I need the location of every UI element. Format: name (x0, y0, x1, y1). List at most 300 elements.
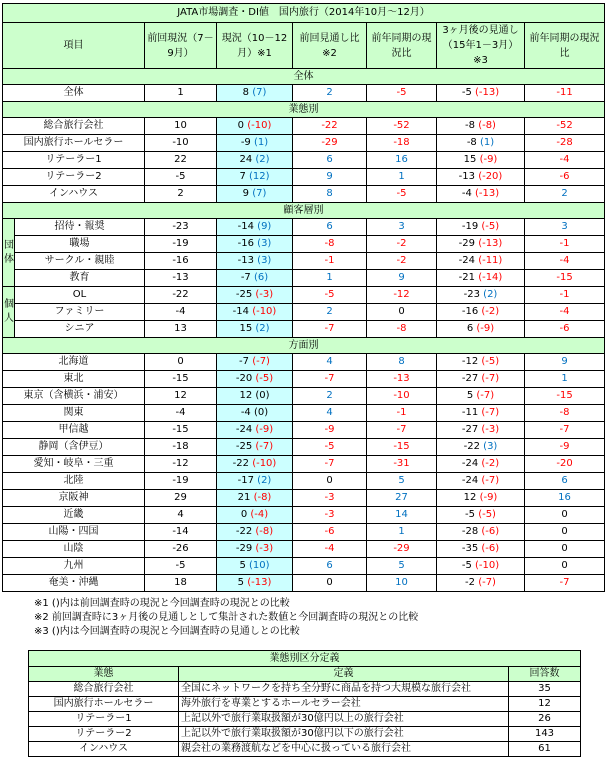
outlook-cell (437, 118, 525, 135)
vs-forecast-cell: 2 (293, 85, 367, 102)
current-value: -7 (240, 272, 251, 283)
outlook-cell (437, 388, 525, 405)
prev-current-cell: -5 (145, 169, 217, 186)
table-row (3, 456, 605, 473)
outlook-yoy-cell: -52 (525, 118, 605, 135)
row-label: 招待・報奨 (15, 219, 145, 236)
section-header: 業態別 (3, 102, 605, 118)
current-cell (217, 270, 293, 287)
prev-current-cell: 2 (145, 186, 217, 203)
vs-forecast-cell: -6 (293, 524, 367, 541)
current-value: 21 (237, 492, 251, 503)
outlook-change: (-5) (481, 356, 500, 367)
table-row (3, 287, 605, 304)
outlook-value: -24 (461, 458, 479, 469)
yoy-cell: -2 (367, 253, 437, 270)
current-change: (-10) (252, 306, 277, 317)
outlook-yoy-cell: -1 (525, 287, 605, 304)
outlook-cell (437, 558, 525, 575)
outlook-change: (-7) (481, 407, 500, 418)
header-item: 項目 (3, 23, 145, 69)
current-change: (-4) (250, 509, 269, 520)
current-value: 15 (239, 323, 253, 334)
header-current: 現況（10－12月）※1 (217, 23, 293, 69)
current-cell (217, 169, 293, 186)
definition-count: 26 (509, 712, 581, 727)
outlook-yoy-cell: 0 (525, 524, 605, 541)
current-cell (217, 507, 293, 524)
outlook-yoy-cell: -4 (525, 304, 605, 321)
outlook-cell (437, 405, 525, 422)
current-value: 9 (242, 188, 249, 199)
definition-table (28, 650, 581, 757)
current-value: -14 (232, 306, 249, 317)
prev-current-cell: -19 (145, 236, 217, 253)
row-label: OL (15, 287, 145, 304)
current-cell (217, 541, 293, 558)
table-row (3, 152, 605, 169)
header-outlook: 3ヶ月後の見通し（15年1－3月）※3 (437, 23, 525, 69)
current-change: (-9) (255, 424, 274, 435)
yoy-cell: -52 (367, 118, 437, 135)
current-value: 0 (240, 509, 248, 520)
current-change: (2) (257, 475, 272, 486)
current-change: (3) (257, 238, 272, 249)
table-row (3, 253, 605, 270)
yoy-cell: 5 (367, 558, 437, 575)
outlook-yoy-cell: 1 (525, 371, 605, 388)
current-cell (217, 304, 293, 321)
current-value: -22 (232, 458, 249, 469)
row-label: ファミリー (15, 304, 145, 321)
table-title: JATA市場調査・DI値 国内旅行（2014年10月～12月） (3, 4, 605, 23)
outlook-yoy-cell: -11 (525, 85, 605, 102)
prev-current-cell: 12 (145, 388, 217, 405)
footnote-1: ※1 ()内は前回調査時の現況と今回調査時の現況との比較 (34, 598, 290, 609)
outlook-value: -21 (458, 272, 475, 283)
group-label: 個人 (3, 287, 15, 338)
table-row (3, 422, 605, 439)
vs-forecast-cell: 1 (293, 270, 367, 287)
current-value: 5 (239, 560, 246, 571)
outlook-yoy-cell: -15 (525, 388, 605, 405)
outlook-yoy-cell: 0 (525, 541, 605, 558)
current-change: (7) (252, 188, 267, 199)
outlook-cell (437, 270, 525, 287)
outlook-cell (437, 473, 525, 490)
row-label: サークル・親睦 (15, 253, 145, 270)
current-cell (217, 287, 293, 304)
prev-current-cell: -16 (145, 253, 217, 270)
vs-forecast-cell: -7 (293, 456, 367, 473)
current-value: -24 (235, 424, 253, 435)
outlook-change: (-13) (475, 188, 500, 199)
definition-title: 業態別区分定義 (29, 651, 581, 667)
table-row (3, 558, 605, 575)
current-value: 12 (239, 390, 253, 401)
outlook-yoy-cell: -20 (525, 456, 605, 473)
outlook-yoy-cell: 9 (525, 354, 605, 371)
prev-current-cell: -5 (145, 558, 217, 575)
current-value: -25 (235, 289, 253, 300)
definition-header-count: 回答数 (509, 667, 581, 682)
yoy-cell: -12 (367, 287, 437, 304)
current-value: -9 (240, 137, 251, 148)
outlook-cell (437, 219, 525, 236)
outlook-value: -24 (458, 255, 475, 266)
outlook-value: 6 (466, 323, 474, 334)
current-cell (217, 558, 293, 575)
outlook-change: (-14) (478, 272, 503, 283)
vs-forecast-cell: 6 (293, 152, 367, 169)
outlook-value: -28 (461, 526, 479, 537)
prev-current-cell: 4 (145, 507, 217, 524)
outlook-change: (-13) (475, 87, 500, 98)
prev-current-cell: 1 (145, 85, 217, 102)
outlook-yoy-cell: -8 (525, 405, 605, 422)
current-value: -29 (235, 543, 253, 554)
outlook-yoy-cell: 6 (525, 473, 605, 490)
prev-current-cell: -4 (145, 304, 217, 321)
outlook-cell (437, 85, 525, 102)
prev-current-cell: 18 (145, 575, 217, 592)
row-label: 山陰 (3, 541, 145, 558)
current-change: (6) (254, 272, 269, 283)
prev-current-cell: -19 (145, 473, 217, 490)
section-header: 全体 (3, 69, 605, 85)
vs-forecast-cell: -4 (293, 541, 367, 558)
definition-count: 35 (509, 682, 581, 697)
current-cell (217, 152, 293, 169)
current-value: -25 (235, 441, 253, 452)
definition-row (29, 682, 581, 697)
outlook-cell (437, 253, 525, 270)
prev-current-cell: -15 (145, 422, 217, 439)
current-cell (217, 422, 293, 439)
vs-forecast-cell: 4 (293, 405, 367, 422)
outlook-value: -8 (466, 137, 477, 148)
outlook-value: -19 (461, 221, 479, 232)
prev-current-cell: 10 (145, 118, 217, 135)
current-cell (217, 371, 293, 388)
section-header: 顧客層別 (3, 203, 605, 219)
prev-current-cell: 22 (145, 152, 217, 169)
prev-current-cell: -23 (145, 219, 217, 236)
table-row (3, 169, 605, 186)
table-row (3, 575, 605, 592)
table-row (3, 439, 605, 456)
current-change: (2) (255, 323, 270, 334)
current-cell (217, 473, 293, 490)
vs-forecast-cell: -7 (293, 371, 367, 388)
vs-forecast-cell: -8 (293, 236, 367, 253)
vs-forecast-cell: 6 (293, 219, 367, 236)
current-cell (217, 236, 293, 253)
outlook-change: (-7) (478, 577, 496, 588)
current-change: (1) (254, 137, 269, 148)
outlook-yoy-cell: -7 (525, 422, 605, 439)
current-cell (217, 85, 293, 102)
header-outlook-yoy: 前年同期の現況比 (525, 23, 605, 69)
current-change: (-7) (255, 441, 274, 452)
vs-forecast-cell: 8 (293, 186, 367, 203)
outlook-change: (-20) (478, 171, 503, 182)
yoy-cell: -29 (367, 541, 437, 558)
current-cell (217, 253, 293, 270)
outlook-cell (437, 422, 525, 439)
row-label: 国内旅行ホールセラー (3, 135, 145, 152)
row-label: 山陽・四国 (3, 524, 145, 541)
yoy-cell: 16 (367, 152, 437, 169)
definition-text: 親会社の業務渡航などを中心に扱っている旅行会社 (179, 742, 509, 757)
current-change: (2) (255, 154, 270, 165)
outlook-cell (437, 507, 525, 524)
outlook-yoy-cell: 2 (525, 186, 605, 203)
current-value: 24 (239, 154, 253, 165)
row-label: 静岡（含伊豆） (3, 439, 145, 456)
current-value: -17 (237, 475, 254, 486)
outlook-change: (-2) (481, 306, 500, 317)
current-change: (-7) (252, 356, 270, 367)
definition-row (29, 712, 581, 727)
outlook-yoy-cell: -4 (525, 152, 605, 169)
outlook-cell (437, 575, 525, 592)
row-label: リテーラー2 (3, 169, 145, 186)
outlook-change: (-13) (478, 238, 503, 249)
outlook-cell (437, 541, 525, 558)
outlook-value: -5 (461, 560, 472, 571)
outlook-value: -24 (461, 475, 479, 486)
header-yoy: 前年同期の現況比 (367, 23, 437, 69)
definition-count: 143 (509, 727, 581, 742)
yoy-cell: -18 (367, 135, 437, 152)
outlook-cell (437, 152, 525, 169)
current-value: -22 (235, 526, 253, 537)
current-cell (217, 354, 293, 371)
outlook-value: -13 (458, 171, 475, 182)
current-value: -4 (240, 407, 251, 418)
outlook-change: (-7) (481, 475, 500, 486)
current-change: (-13) (247, 577, 272, 588)
current-value: 0 (237, 120, 245, 131)
outlook-change: (-9) (479, 492, 498, 503)
definition-text: 上記以外で旅行業取扱額が30億円以上の旅行会社 (179, 712, 509, 727)
yoy-cell: -15 (367, 439, 437, 456)
row-label: 東京（含横浜・浦安） (3, 388, 145, 405)
prev-current-cell: 29 (145, 490, 217, 507)
row-label: 北陸 (3, 473, 145, 490)
table-row (3, 490, 605, 507)
footnote-2: ※2 前回調査時に3ヶ月後の見通しとして集計された数値と今回調査時の現況との比較 (34, 612, 419, 623)
prev-current-cell: -18 (145, 439, 217, 456)
outlook-change: (-2) (481, 458, 500, 469)
yoy-cell: -31 (367, 456, 437, 473)
outlook-change: (-5) (478, 509, 496, 520)
outlook-value: -4 (461, 188, 472, 199)
table-row (3, 354, 605, 371)
outlook-yoy-cell: -9 (525, 439, 605, 456)
table-row (3, 405, 605, 422)
row-label: 職場 (15, 236, 145, 253)
current-change: (9) (257, 221, 272, 232)
outlook-value: 12 (463, 492, 477, 503)
current-change: (0) (255, 390, 270, 401)
definition-count: 12 (509, 697, 581, 712)
definition-row (29, 697, 581, 712)
current-cell (217, 490, 293, 507)
outlook-cell (437, 304, 525, 321)
table-row (3, 186, 605, 203)
outlook-cell (437, 186, 525, 203)
definition-type: リテーラー1 (29, 712, 179, 727)
definition-text: 上記以外で旅行業取扱額が30億円以下の旅行会社 (179, 727, 509, 742)
current-value: -7 (239, 356, 249, 367)
current-value: 8 (242, 87, 249, 98)
row-label: 教育 (15, 270, 145, 287)
current-cell (217, 135, 293, 152)
vs-forecast-cell: -9 (293, 422, 367, 439)
current-change: (-10) (247, 120, 272, 131)
outlook-value: -5 (461, 87, 472, 98)
definition-header-type: 業態 (29, 667, 179, 682)
table-row (3, 118, 605, 135)
vs-forecast-cell: -3 (293, 507, 367, 524)
row-label: 九州 (3, 558, 145, 575)
current-change: (0) (254, 407, 269, 418)
outlook-change: (-3) (481, 424, 500, 435)
outlook-change: (-7) (481, 373, 500, 384)
current-cell (217, 524, 293, 541)
definition-type: リテーラー2 (29, 727, 179, 742)
outlook-cell (437, 135, 525, 152)
prev-current-cell: -13 (145, 270, 217, 287)
table-row (3, 541, 605, 558)
row-label: 近畿 (3, 507, 145, 524)
outlook-cell (437, 354, 525, 371)
yoy-cell: 14 (367, 507, 437, 524)
outlook-value: -27 (461, 373, 479, 384)
header-prev-current: 前回現況（7－9月） (145, 23, 217, 69)
vs-forecast-cell: 0 (293, 575, 367, 592)
outlook-cell (437, 439, 525, 456)
table-row (3, 507, 605, 524)
row-label: 北海道 (3, 354, 145, 371)
outlook-change: (-6) (481, 526, 500, 537)
prev-current-cell: -10 (145, 135, 217, 152)
outlook-value: -8 (465, 120, 475, 131)
outlook-change: (-9) (476, 323, 495, 334)
yoy-cell: -2 (367, 236, 437, 253)
outlook-change: (-8) (478, 120, 496, 131)
outlook-value: -16 (461, 306, 479, 317)
definition-type: インハウス (29, 742, 179, 757)
header-vs-prev-forecast: 前回見通し比※2 (293, 23, 367, 69)
outlook-change: (-6) (481, 543, 500, 554)
outlook-yoy-cell: 0 (525, 558, 605, 575)
yoy-cell: -8 (367, 321, 437, 338)
outlook-yoy-cell: -6 (525, 169, 605, 186)
current-value: -14 (237, 221, 254, 232)
vs-forecast-cell: -5 (293, 439, 367, 456)
row-label: 東北 (3, 371, 145, 388)
outlook-cell (437, 490, 525, 507)
outlook-cell (437, 321, 525, 338)
outlook-yoy-cell: -15 (525, 270, 605, 287)
definition-type: 総合旅行会社 (29, 682, 179, 697)
outlook-value: -12 (461, 356, 479, 367)
table-row (3, 270, 605, 287)
yoy-cell: 1 (367, 524, 437, 541)
outlook-value: -35 (461, 543, 479, 554)
outlook-cell (437, 287, 525, 304)
outlook-value: -2 (465, 577, 475, 588)
row-label: シニア (15, 321, 145, 338)
outlook-change: (-10) (475, 560, 500, 571)
row-label: リテーラー1 (3, 152, 145, 169)
outlook-yoy-cell: 3 (525, 219, 605, 236)
current-change: (3) (257, 255, 272, 266)
prev-current-cell: -12 (145, 456, 217, 473)
definition-row (29, 742, 581, 757)
yoy-cell: -5 (367, 85, 437, 102)
table-row (3, 524, 605, 541)
yoy-cell: -1 (367, 405, 437, 422)
yoy-cell: 3 (367, 219, 437, 236)
di-table (2, 3, 605, 592)
table-row (3, 236, 605, 253)
current-value: 5 (237, 577, 245, 588)
row-label: インハウス (3, 186, 145, 203)
current-change: (-3) (255, 289, 274, 300)
outlook-value: 5 (466, 390, 474, 401)
outlook-change: (-9) (479, 154, 498, 165)
current-cell (217, 186, 293, 203)
outlook-change: (3) (483, 441, 498, 452)
current-change: (12) (249, 171, 270, 182)
group-label: 団体 (3, 219, 15, 287)
prev-current-cell: 13 (145, 321, 217, 338)
outlook-cell (437, 236, 525, 253)
yoy-cell: 10 (367, 575, 437, 592)
vs-forecast-cell: 2 (293, 304, 367, 321)
outlook-value: -27 (461, 424, 479, 435)
outlook-yoy-cell: 16 (525, 490, 605, 507)
yoy-cell: 9 (367, 270, 437, 287)
yoy-cell: 0 (367, 304, 437, 321)
table-row (3, 371, 605, 388)
outlook-value: -23 (463, 289, 480, 300)
current-change: (7) (252, 87, 267, 98)
outlook-yoy-cell: -6 (525, 321, 605, 338)
vs-forecast-cell: 2 (293, 388, 367, 405)
table-row (3, 135, 605, 152)
prev-current-cell: -4 (145, 405, 217, 422)
outlook-change: (2) (483, 289, 498, 300)
table-row (3, 321, 605, 338)
yoy-cell: -10 (367, 388, 437, 405)
table-row (3, 304, 605, 321)
current-value: -16 (237, 238, 254, 249)
current-change: (-5) (255, 373, 274, 384)
current-change: (-8) (253, 492, 272, 503)
vs-forecast-cell: -22 (293, 118, 367, 135)
row-label: 京阪神 (3, 490, 145, 507)
vs-forecast-cell: -1 (293, 253, 367, 270)
row-label: 関東 (3, 405, 145, 422)
outlook-cell (437, 169, 525, 186)
current-cell (217, 388, 293, 405)
table-row (3, 219, 605, 236)
